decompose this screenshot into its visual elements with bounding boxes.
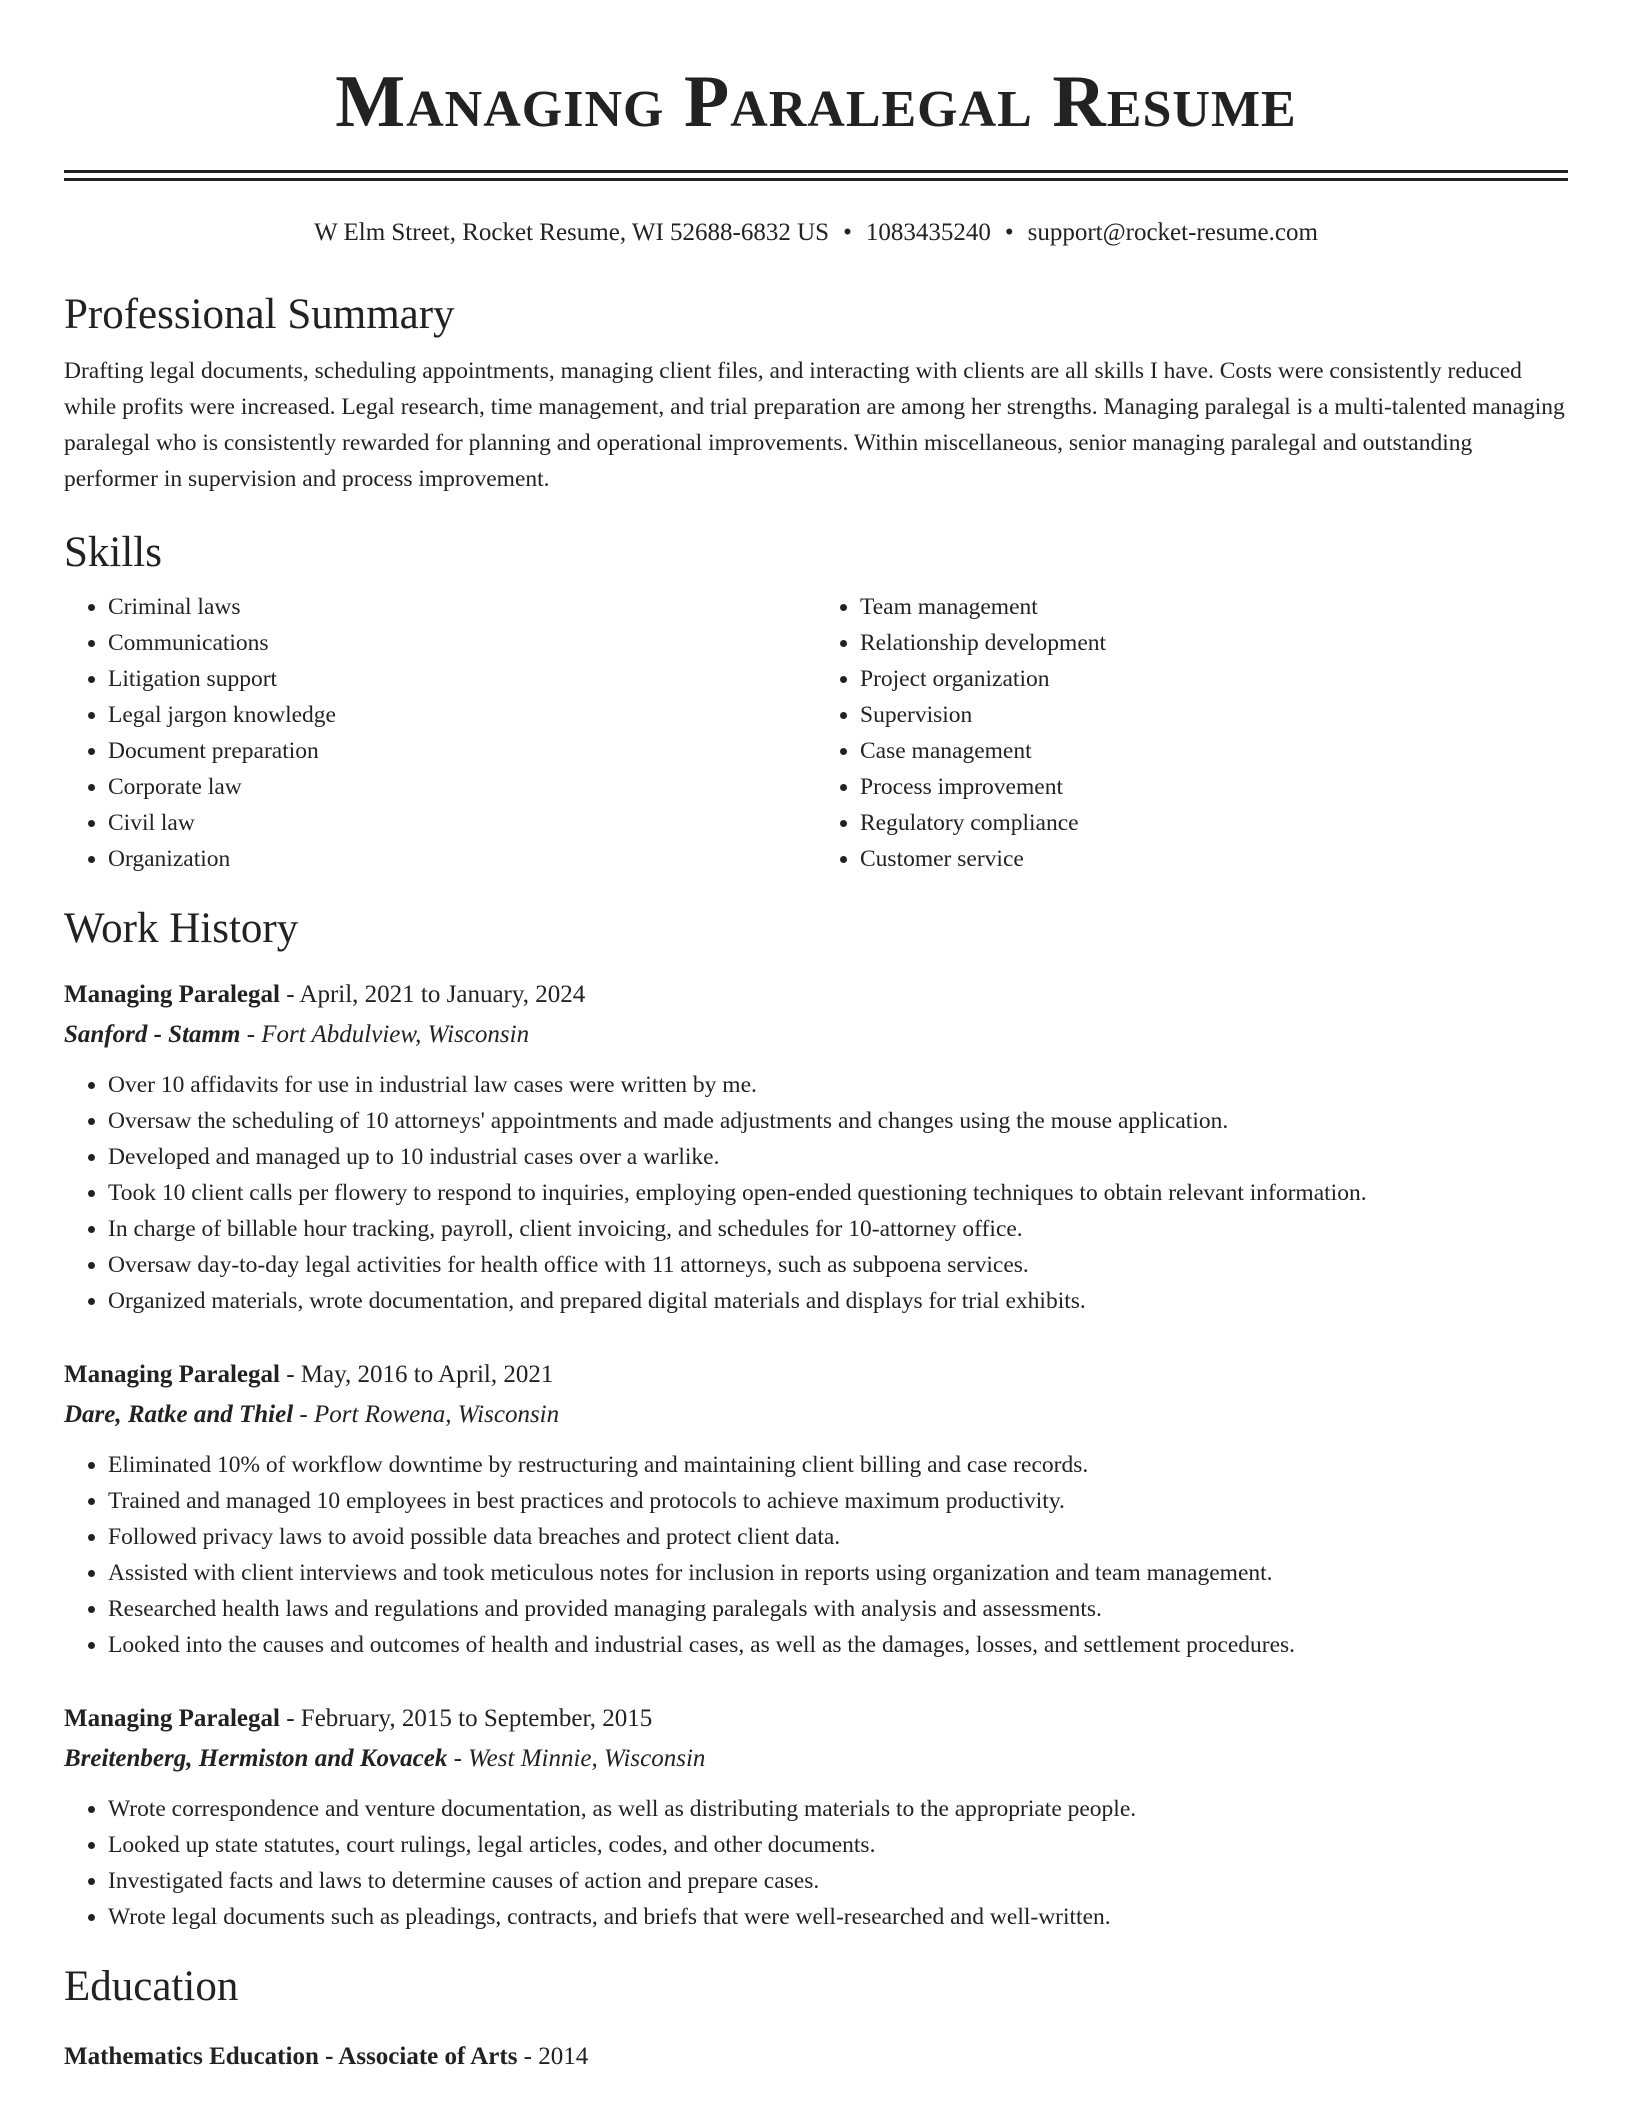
job-entry bbox=[64, 975, 1568, 1319]
contact-email: support@rocket-resume.com bbox=[1027, 219, 1318, 246]
job-bullet: • Over 10 affidavits for use in industrial law cases were written by me. bbox=[108, 1067, 1568, 1103]
job-bullet: • Trained and managed 10 employees in best practices and protocols to achieve maximum productivity. bbox=[108, 1483, 1568, 1519]
job-bullet: • Investigated facts and laws to determine causes of action and prepare cases. bbox=[108, 1863, 1568, 1899]
skills-list-left bbox=[64, 589, 816, 877]
job-bullet: • Oversaw the scheduling of 10 attorneys' appointments and made adjustments and changes using the mouse application. bbox=[108, 1103, 1568, 1139]
job-bullet: • In charge of billable hour tracking, payroll, client invoicing, and schedules for 10-attorney office. bbox=[108, 1211, 1568, 1247]
job-bullet: • Eliminated 10% of workflow downtime by restructuring and maintaining client billing and case records. bbox=[108, 1447, 1568, 1483]
resume-title: Managing Paralegal Resume bbox=[335, 61, 1297, 143]
skill-item: • Organization bbox=[108, 841, 816, 877]
title-rule-top bbox=[64, 170, 1568, 173]
job-title: Managing Paralegal bbox=[64, 981, 280, 1008]
job-location: - Port Rowena, Wisconsin bbox=[293, 1401, 560, 1428]
summary-text: Drafting legal documents, scheduling appointments, managing client files, and interacting with clients are all skills I have. Costs were consistently reduced while profits were increased. Legal research, time management, and trial preparation are among her strengths. Managing paralegal is a multi-talented managing paralegal who is consistently rewarded for planning and operational improvements. Within miscellaneous, senior managing paralegal and outstanding performer in supervision and process improvement. bbox=[64, 358, 1565, 492]
job-company-line bbox=[64, 1739, 1568, 1779]
job-bullets bbox=[64, 1067, 1568, 1319]
job-bullets bbox=[64, 1447, 1568, 1663]
job-location: - West Minnie, Wisconsin bbox=[447, 1745, 706, 1772]
education-heading: Education bbox=[64, 1963, 239, 2010]
job-title: Managing Paralegal bbox=[64, 1705, 280, 1732]
skills-list-right bbox=[816, 589, 1568, 877]
job-dates: - May, 2016 to April, 2021 bbox=[279, 1361, 554, 1388]
job-company: Breitenberg, Hermiston and Kovacek bbox=[64, 1745, 448, 1772]
job-entry bbox=[64, 1699, 1568, 1935]
job-title-line bbox=[64, 1699, 1568, 1739]
job-title-line bbox=[64, 1355, 1568, 1395]
contact-separator: • bbox=[1004, 219, 1014, 246]
job-bullet: • Organized materials, wrote documentation, and prepared digital materials and displays for trial exhibits. bbox=[108, 1283, 1568, 1319]
title-rule-bottom bbox=[64, 178, 1568, 181]
job-bullet: • Followed privacy laws to avoid possible data breaches and protect client data. bbox=[108, 1519, 1568, 1555]
education-entry bbox=[64, 2037, 1568, 2077]
skill-item: • Communications bbox=[108, 625, 816, 661]
job-bullet: • Wrote correspondence and venture documentation, as well as distributing materials to the appropriate people. bbox=[108, 1791, 1568, 1827]
job-bullet: • Wrote legal documents such as pleadings, contracts, and briefs that were well-researched and well-written. bbox=[108, 1899, 1568, 1935]
skill-item: • Project organization bbox=[860, 661, 1568, 697]
education-degree: Mathematics Education - Associate of Arts bbox=[64, 2043, 518, 2070]
job-company: Dare, Ratke and Thiel bbox=[64, 1401, 294, 1428]
job-company: Sanford - Stamm bbox=[64, 1021, 241, 1048]
work-history-heading: Work History bbox=[64, 905, 299, 952]
job-bullet: • Developed and managed up to 10 industrial cases over a warlike. bbox=[108, 1139, 1568, 1175]
job-bullet: • Researched health laws and regulations and provided managing paralegals with analysis and assessments. bbox=[108, 1591, 1568, 1627]
skill-item: • Litigation support bbox=[108, 661, 816, 697]
skill-item: • Supervision bbox=[860, 697, 1568, 733]
education-year: - 2014 bbox=[517, 2043, 589, 2070]
skill-item: • Team management bbox=[860, 589, 1568, 625]
skill-item: • Corporate law bbox=[108, 769, 816, 805]
job-title: Managing Paralegal bbox=[64, 1361, 280, 1388]
contact-separator: • bbox=[843, 219, 852, 246]
job-bullets bbox=[64, 1791, 1568, 1935]
skills-heading: Skills bbox=[64, 529, 162, 576]
job-company-line bbox=[64, 1395, 1568, 1435]
job-entry bbox=[64, 1355, 1568, 1663]
job-dates: - April, 2021 to January, 2024 bbox=[279, 981, 586, 1008]
job-bullet: • Assisted with client interviews and took meticulous notes for inclusion in reports using organization and team management. bbox=[108, 1555, 1568, 1591]
skill-item: • Customer service bbox=[860, 841, 1568, 877]
contact-line bbox=[64, 217, 1568, 249]
job-bullet: • Oversaw day-to-day legal activities for health office with 11 attorneys, such as subpoena services. bbox=[108, 1247, 1568, 1283]
job-bullet: • Looked up state statutes, court rulings, legal articles, codes, and other documents. bbox=[108, 1827, 1568, 1863]
skills-columns bbox=[64, 589, 1568, 877]
skill-item: • Document preparation bbox=[108, 733, 816, 769]
skill-item: • Criminal laws bbox=[108, 589, 816, 625]
skill-item: • Civil law bbox=[108, 805, 816, 841]
skill-item: • Process improvement bbox=[860, 769, 1568, 805]
job-bullet: • Took 10 client calls per flowery to respond to inquiries, employing open-ended questioning techniques to obtain relevant information. bbox=[108, 1175, 1568, 1211]
job-dates: - February, 2015 to September, 2015 bbox=[279, 1705, 653, 1732]
skill-item: • Legal jargon knowledge bbox=[108, 697, 816, 733]
job-bullet: • Looked into the causes and outcomes of health and industrial cases, as well as the damages, losses, and settlement procedures. bbox=[108, 1627, 1568, 1663]
skill-item: • Regulatory compliance bbox=[860, 805, 1568, 841]
contact-address: W Elm Street, Rocket Resume, WI 52688-6832 US bbox=[314, 219, 830, 246]
job-location: - Fort Abdulview, Wisconsin bbox=[240, 1021, 530, 1048]
contact-phone: 1083435240 bbox=[865, 219, 991, 246]
skill-item: • Relationship development bbox=[860, 625, 1568, 661]
summary-heading: Professional Summary bbox=[64, 291, 455, 338]
job-company-line bbox=[64, 1015, 1568, 1055]
skill-item: • Case management bbox=[860, 733, 1568, 769]
job-title-line bbox=[64, 975, 1568, 1015]
